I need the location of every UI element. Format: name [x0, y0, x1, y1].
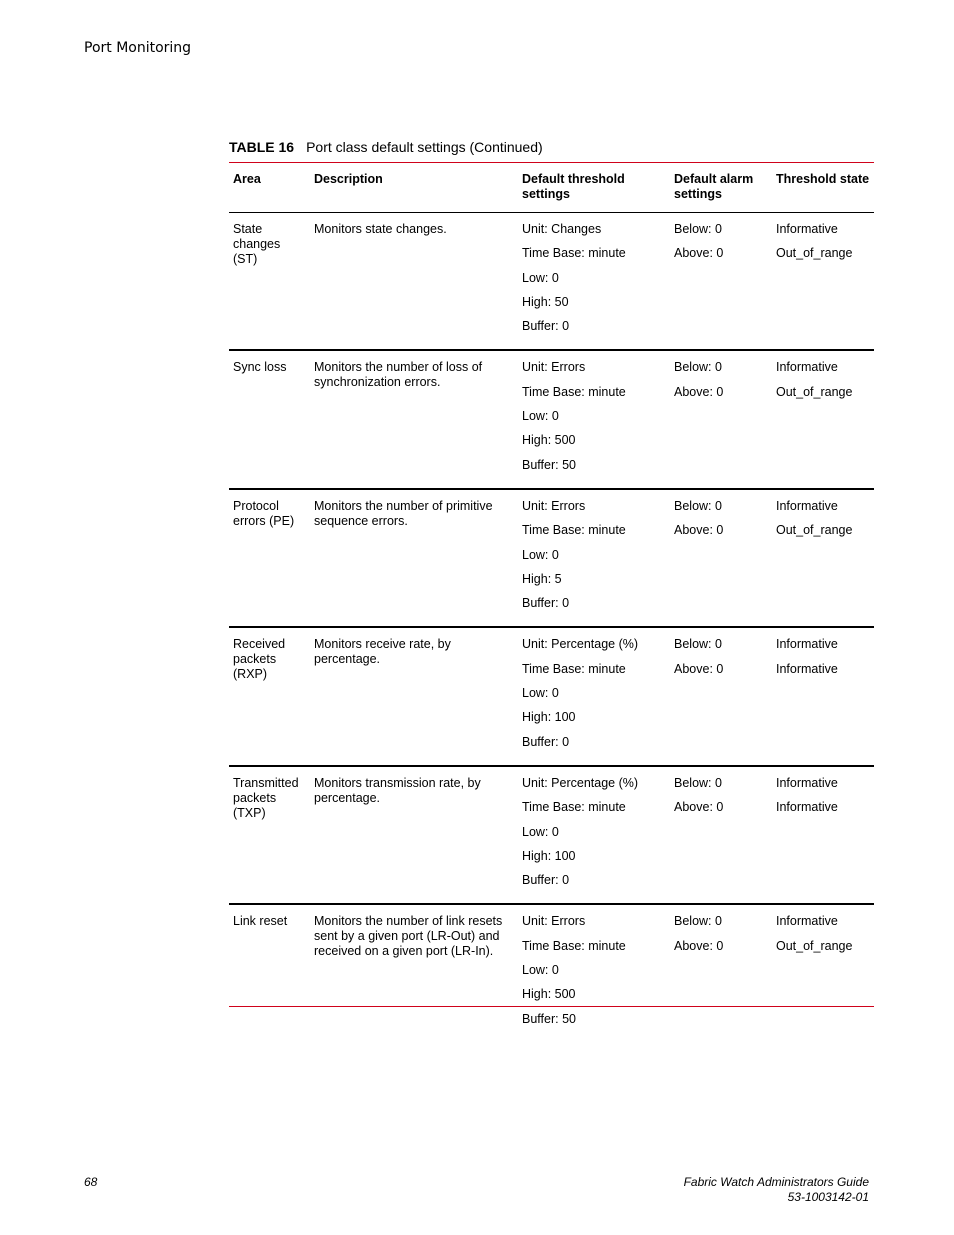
column-header-area: Area	[229, 163, 310, 213]
cell-alarm-settings	[670, 904, 772, 1041]
cell-description: Monitors receive rate, by percentage.	[310, 627, 518, 765]
table-row	[229, 766, 874, 904]
cell-description: Monitors the number of loss of synchronization errors.	[310, 350, 518, 488]
alarm-setting: Below: 0	[674, 775, 722, 790]
threshold-setting: Time Base: minute	[522, 246, 626, 261]
threshold-setting: Unit: Errors	[522, 498, 586, 513]
cell-threshold-state	[772, 904, 874, 1041]
cell-area: Link reset	[233, 914, 288, 929]
threshold-setting: Time Base: minute	[522, 523, 626, 538]
alarm-setting: Above: 0	[674, 661, 724, 676]
cell-area: Transmitted packets (TXP)	[229, 766, 310, 904]
cell-description: Monitors the number of primitive sequence errors.	[310, 489, 518, 627]
alarm-setting: Below: 0	[674, 360, 722, 375]
alarm-setting: Below: 0	[674, 914, 722, 929]
threshold-setting: Low: 0	[522, 824, 559, 839]
cell-threshold-settings	[518, 350, 670, 488]
cell-alarm-settings	[670, 350, 772, 488]
cell-threshold-settings	[518, 213, 670, 351]
cell-threshold-state	[772, 766, 874, 904]
threshold-setting: Buffer: 0	[522, 319, 570, 334]
page-number: 68	[84, 1175, 98, 1189]
alarm-setting: Below: 0	[674, 222, 722, 236]
table-row	[229, 213, 874, 351]
threshold-setting: High: 100	[522, 848, 576, 863]
threshold-setting: Time Base: minute	[522, 938, 626, 953]
port-class-settings-table	[229, 163, 874, 1042]
threshold-setting: High: 500	[522, 433, 576, 448]
cell-area: Protocol errors (PE)	[229, 489, 310, 627]
threshold-setting: Low: 0	[522, 963, 559, 978]
threshold-state: Informative	[776, 637, 838, 652]
running-header: Port Monitoring	[84, 40, 192, 56]
alarm-setting: Above: 0	[674, 384, 724, 399]
alarm-setting: Below: 0	[674, 637, 722, 652]
threshold-setting: Unit: Errors	[522, 914, 586, 929]
column-header-threshold: Default threshold settings	[518, 163, 670, 213]
cell-alarm-settings	[670, 489, 772, 627]
threshold-state: Informative	[776, 498, 838, 513]
cell-threshold-state	[772, 213, 874, 351]
table-row	[229, 350, 874, 488]
cell-alarm-settings	[670, 213, 772, 351]
table-caption	[229, 139, 543, 155]
alarm-setting: Above: 0	[674, 523, 724, 538]
cell-threshold-state	[772, 350, 874, 488]
threshold-setting: Low: 0	[522, 409, 559, 424]
threshold-setting: High: 100	[522, 710, 576, 725]
threshold-setting: Low: 0	[522, 547, 559, 562]
column-header-state: Threshold state	[772, 163, 874, 213]
footer-document-info	[684, 1175, 869, 1205]
threshold-setting: Unit: Percentage (%)	[522, 637, 639, 652]
threshold-state: Out_of_range	[776, 246, 853, 261]
threshold-setting: Time Base: minute	[522, 661, 626, 676]
cell-alarm-settings	[670, 627, 772, 765]
alarm-setting: Above: 0	[674, 246, 724, 261]
cell-threshold-state	[772, 489, 874, 627]
threshold-setting: High: 500	[522, 987, 576, 1002]
threshold-setting: Unit: Errors	[522, 360, 586, 375]
cell-threshold-state	[772, 627, 874, 765]
cell-threshold-settings	[518, 904, 670, 1041]
threshold-setting: Unit: Percentage (%)	[522, 775, 639, 790]
threshold-state: Out_of_range	[776, 523, 853, 538]
document-number: 53-1003142-01	[787, 1190, 869, 1204]
alarm-setting: Below: 0	[674, 498, 722, 513]
table-title: Port class default settings (Continued)	[306, 139, 543, 155]
cell-threshold-settings	[518, 627, 670, 765]
alarm-setting: Above: 0	[674, 938, 724, 953]
threshold-state: Informative	[776, 775, 838, 790]
cell-threshold-settings	[518, 766, 670, 904]
threshold-setting: Buffer: 50	[522, 457, 576, 472]
cell-area: Sync loss	[229, 350, 310, 488]
threshold-setting: Unit: Changes	[522, 222, 602, 236]
threshold-state: Informative	[776, 661, 838, 676]
threshold-setting: Buffer: 50	[522, 1011, 576, 1026]
threshold-setting: Buffer: 0	[522, 734, 570, 749]
threshold-setting: Low: 0	[522, 686, 559, 701]
alarm-setting: Above: 0	[674, 800, 724, 815]
table-header-row	[229, 163, 874, 213]
table-number: TABLE 16	[229, 139, 295, 155]
table-bottom-rule	[229, 1006, 874, 1007]
threshold-state: Informative	[776, 222, 838, 236]
table-row	[229, 489, 874, 627]
cell-threshold-settings	[518, 489, 670, 627]
threshold-setting: Time Base: minute	[522, 384, 626, 399]
cell-area: State changes (ST)	[229, 213, 310, 351]
threshold-setting: Buffer: 0	[522, 596, 570, 611]
document-title: Fabric Watch Administrators Guide	[683, 1175, 869, 1189]
cell-description: Monitors the number of link resets sent by a given port (LR-Out) and received on a given port (LR-In).	[314, 914, 503, 959]
threshold-state: Out_of_range	[776, 384, 853, 399]
threshold-setting: High: 50	[522, 294, 569, 309]
threshold-state: Out_of_range	[776, 938, 853, 953]
column-header-alarm: Default alarm settings	[670, 163, 772, 213]
cell-alarm-settings	[670, 766, 772, 904]
threshold-setting: Low: 0	[522, 270, 559, 285]
threshold-setting: High: 5	[522, 571, 562, 586]
threshold-state: Informative	[776, 914, 838, 929]
cell-description: Monitors state changes.	[310, 213, 518, 351]
table-row	[229, 627, 874, 765]
threshold-setting: Time Base: minute	[522, 800, 626, 815]
table-row	[229, 904, 874, 1041]
cell-area: Received packets (RXP)	[229, 627, 310, 765]
threshold-state: Informative	[776, 800, 838, 815]
threshold-state: Informative	[776, 360, 838, 375]
cell-description: Monitors transmission rate, by percentage.	[310, 766, 518, 904]
threshold-setting: Buffer: 0	[522, 873, 570, 888]
column-header-description: Description	[310, 163, 518, 213]
